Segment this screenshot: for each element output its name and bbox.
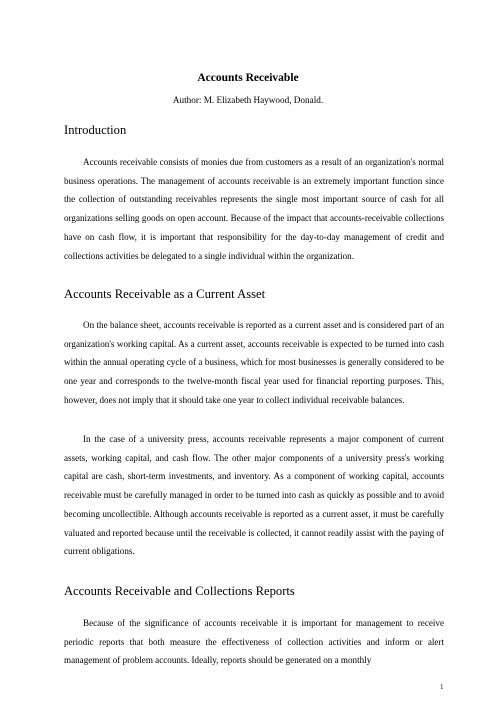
page-number: 1: [440, 683, 444, 691]
section-heading-current-asset: Accounts Receivable as a Current Asset: [64, 287, 266, 301]
collections-reports-paragraph: Because of the significance of accounts receivable it is important for management to receive periodic reports that both measure the effectiveness of collection activities and inform or alert management of problem accounts. Ideally, reports should be generated on a monthly: [64, 618, 444, 666]
section-heading-introduction: Introduction: [64, 123, 127, 137]
document-title: Accounts Receivable: [197, 72, 299, 84]
document-author: Author: M. Elizabeth Haywood, Donald.: [172, 95, 324, 105]
section-heading-collections-reports: Accounts Receivable and Collections Reports: [64, 584, 295, 598]
current-asset-paragraph-2: In the case of a university press, accounts receivable represents a major component of current assets, working capital, and cash flow. The other major components of a university press's working capital are cash, short-term investments, and inventory. As a component of working capital, accounts receivable must be carefully managed in order to be turned into cash as quickly as possible and to avoid becoming uncollectible. Although accounts receivable is reported as a current asset, it must be carefully valuated and reported because until the receivable is collected, it cannot readily assist with the paying of current obligations.: [64, 434, 444, 557]
current-asset-paragraph-1: On the balance sheet, accounts receivable is reported as a current asset and is considered part of an organization's working capital. As a current asset, accounts receivable is expected to be turned into cash within the annual operating cycle of a business, which for most businesses is generally considered to be one year and corresponds to the twelve-month fiscal year used for financial reporting purposes. This, however, does not imply that it should take one year to collect individual receivable balances.: [64, 320, 444, 405]
introduction-paragraph: Accounts receivable consists of monies due from customers as a result of an organization's normal business operations. The management of accounts receivable is an extremely important function since the collection of outstanding receivables represents the single most important source of cash for all organizations selling goods on open account. Because of the impact that accounts-receivable collections have on cash flow, it is important that responsibility for the day-to-day management of credit and collections activities be delegated to a single individual within the organization.: [64, 157, 444, 261]
